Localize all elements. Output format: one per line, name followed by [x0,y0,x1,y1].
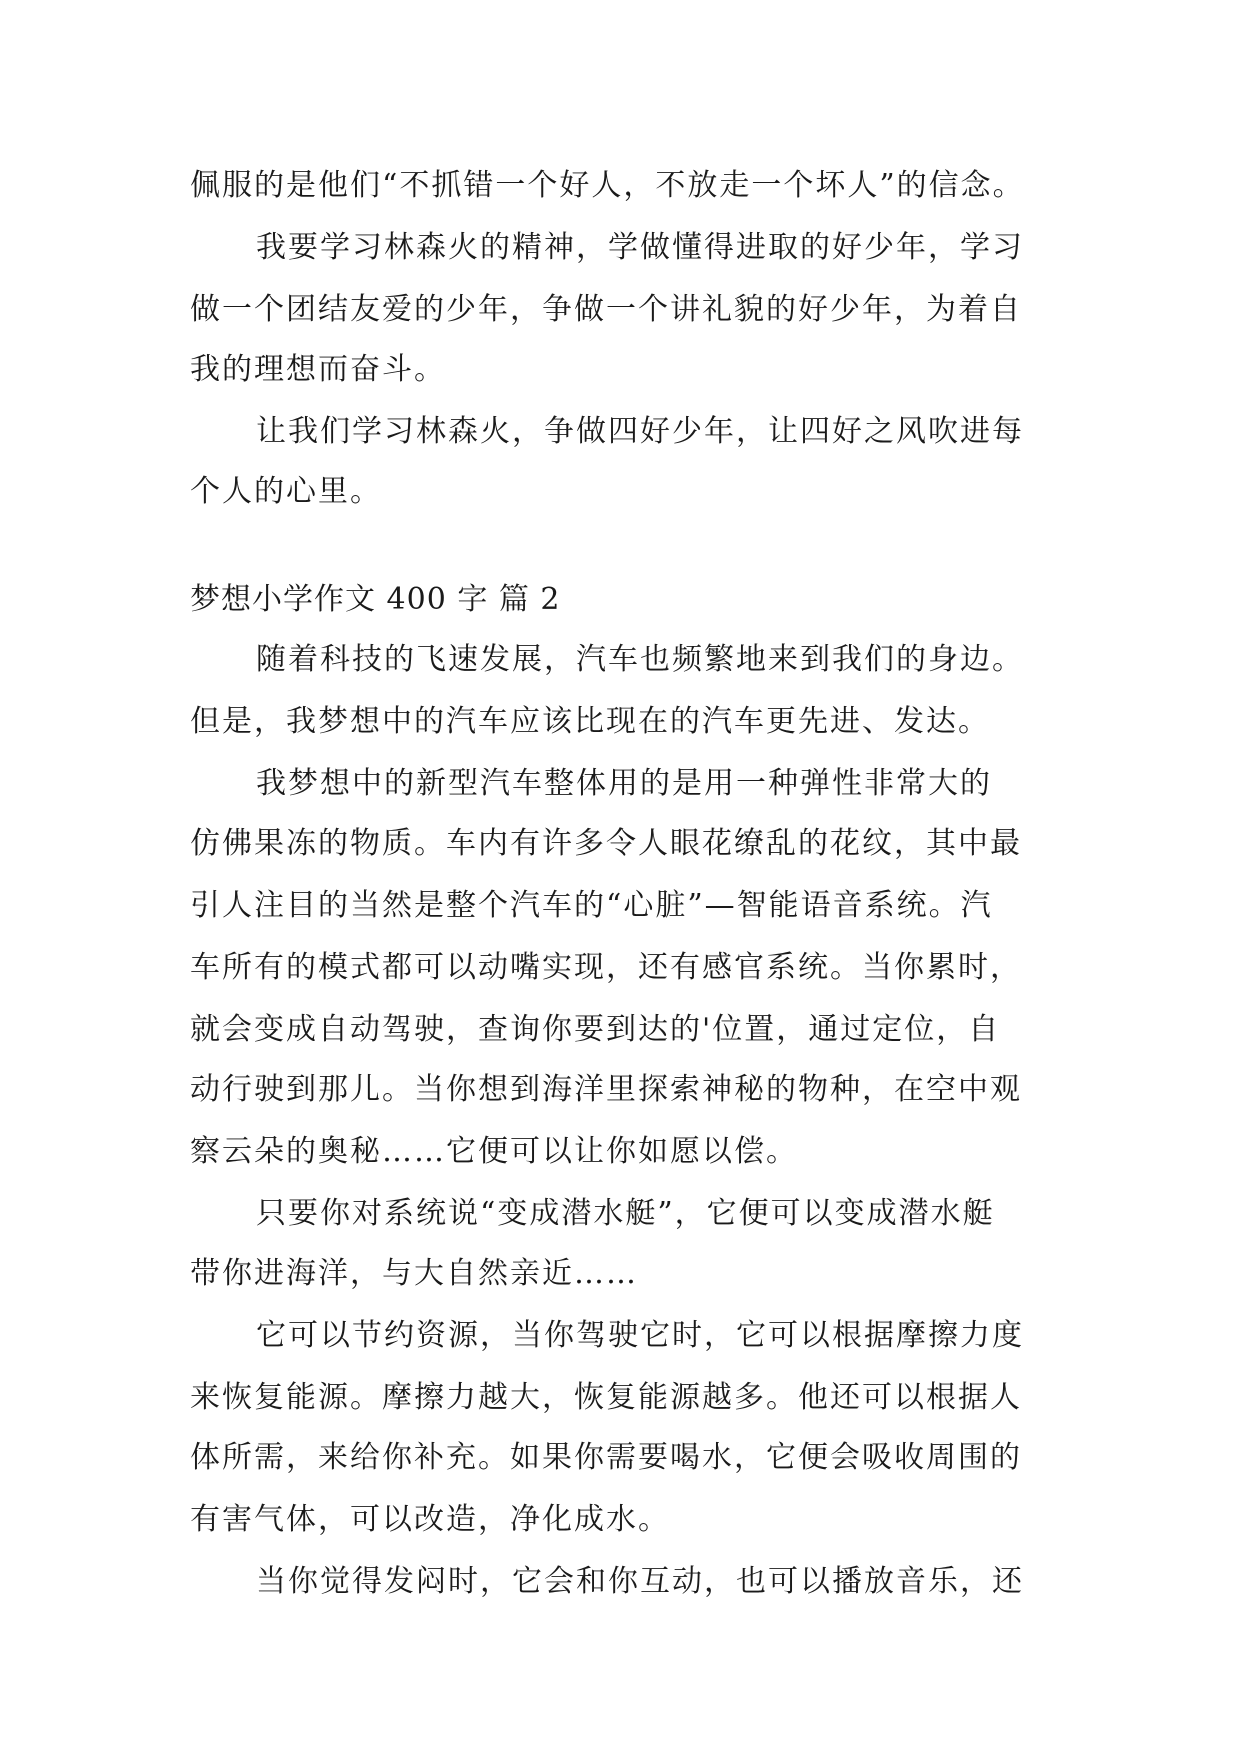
paragraph-first-line: 当你觉得发闷时，它会和你互动，也可以播放音乐，还 [256,1564,1024,1599]
paragraph-first-line: 我梦想中的新型汽车整体用的是用一种弹性非常大的 [256,766,992,801]
section-heading: 梦想小学作文 400 字 篇 2 [190,582,561,617]
text-line: 车所有的模式都可以动嘴实现，还有感官系统。当你累时， [190,950,1022,985]
text-line: 我的理想而奋斗。 [190,352,446,387]
text-line: 但是，我梦想中的汽车应该比现在的汽车更先进、发达。 [190,704,990,739]
text-line: 仿佛果冻的物质。车内有许多令人眼花缭乱的花纹，其中最 [190,826,1022,861]
text-line: 带你进海洋，与大自然亲近…… [190,1256,638,1291]
paragraph-first-line: 只要你对系统说“变成潜水艇”，它便可以变成潜水艇 [256,1196,995,1231]
paragraph-first-line: 随着科技的飞速发展，汽车也频繁地来到我们的身边。 [256,642,1024,677]
text-line: 有害气体，可以改造，净化成水。 [190,1502,670,1537]
paragraph-first-line: 它可以节约资源，当你驾驶它时，它可以根据摩擦力度 [256,1318,1024,1353]
text-line: 引人注目的当然是整个汽车的“心脏”—智能语音系统。汽 [190,888,993,923]
text-line: 察云朵的奥秘……它便可以让你如愿以偿。 [190,1134,798,1169]
text-line: 佩服的是他们“不抓错一个好人，不放走一个坏人”的信念。 [190,168,1025,203]
text-line: 动行驶到那儿。当你想到海洋里探索神秘的物种，在空中观 [190,1072,1022,1107]
paragraph-first-line: 我要学习林森火的精神，学做懂得进取的好少年，学习 [256,230,1024,265]
text-line: 就会变成自动驾驶，查询你要到达的'位置，通过定位，自 [190,1012,1001,1047]
text-line: 来恢复能源。摩擦力越大，恢复能源越多。他还可以根据人 [190,1380,1022,1415]
text-line: 个人的心里。 [190,474,382,509]
paragraph-first-line: 让我们学习林森火，争做四好少年，让四好之风吹进每 [256,414,1024,449]
text-line: 做一个团结友爱的少年，争做一个讲礼貌的好少年，为着自 [190,292,1022,327]
text-line: 体所需，来给你补充。如果你需要喝水，它便会吸收周围的 [190,1440,1022,1475]
